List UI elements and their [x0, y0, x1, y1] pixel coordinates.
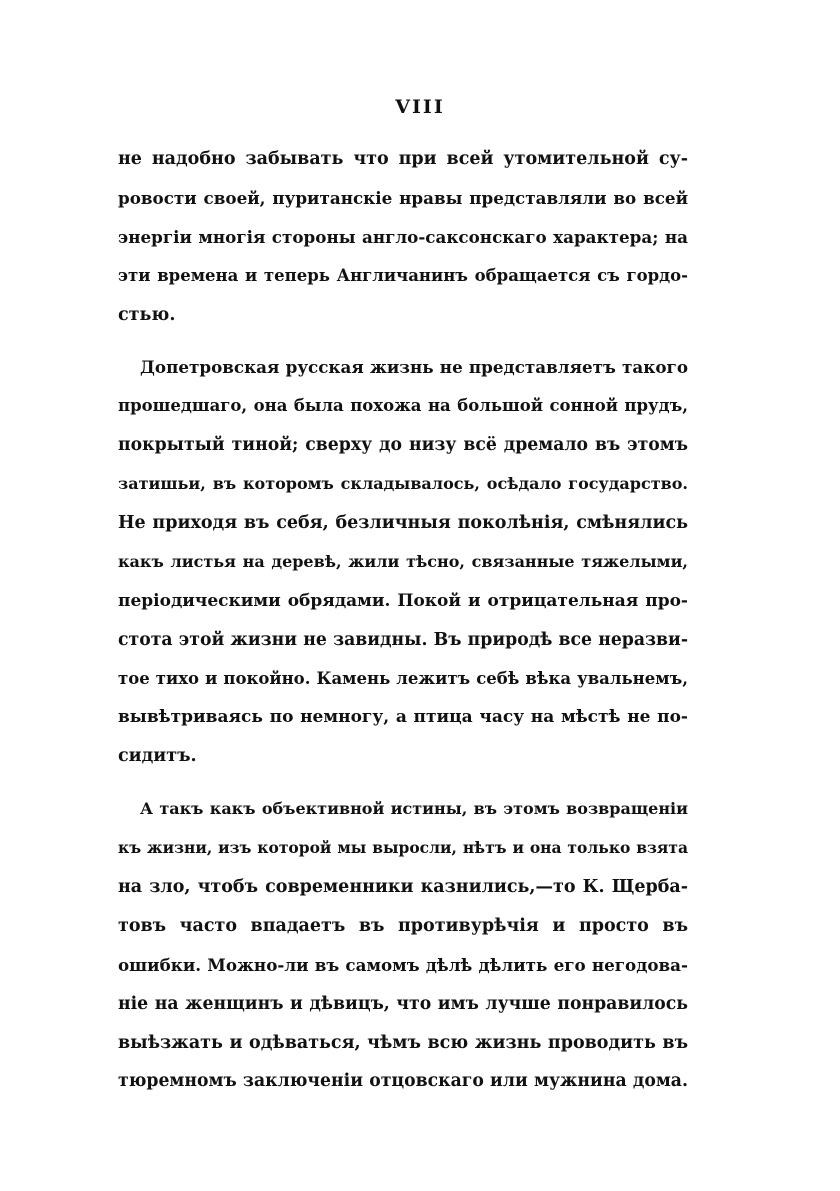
- page-number: VIII: [395, 96, 445, 118]
- text-line: затишьи, въ которомъ складывалось, осѣдало государство.: [118, 474, 688, 494]
- text-line: Допетровская русская жизнь не представляетъ такого: [140, 357, 688, 378]
- body-text: [118, 140, 688, 1101]
- text-line: вывѣтриваясь по немногу, а птица часу на мѣстѣ не по-: [118, 707, 688, 728]
- text-line: Не приходя въ себя, безличныя поколѣнія, смѣнялись: [118, 513, 688, 534]
- text-line: выѣзжать и одѣваться, чѣмъ всю жизнь проводить въ: [118, 1032, 688, 1053]
- text-line: А такъ какъ объективной истины, въ этомъ возвращеніи: [140, 799, 688, 819]
- text-line: къ жизни, изъ которой мы выросли, нѣтъ и она только взята: [118, 838, 688, 858]
- text-line: какъ листья на деревѣ, жили тѣсно, связанные тяжелыми,: [118, 551, 688, 571]
- paragraph-3: [118, 790, 688, 1101]
- text-line: на зло, чтобъ современники казнились,—то К. Щерба-: [118, 877, 688, 898]
- paragraph-gap: [118, 334, 688, 348]
- text-line: товъ часто впадаетъ въ противурѣчія и просто въ: [118, 915, 688, 936]
- text-line: стота этой жизни не завидны. Въ природѣ все неразви-: [118, 629, 688, 650]
- text-line: покрытый тиной; сверху до низу всё дремало въ этомъ: [118, 435, 688, 456]
- text-line: періодическими обрядами. Покой и отрицательная про-: [118, 590, 688, 611]
- text-line: не надобно забывать что при всей утомительной су-: [118, 149, 688, 169]
- text-line: сидитъ.: [118, 746, 197, 767]
- text-line: тюремномъ заключеніи отцовскаго или мужнина дома.: [118, 1071, 688, 1092]
- text-line: ніе на женщинъ и дѣвицъ, что имъ лучше понравилось: [118, 993, 688, 1014]
- paragraph-1: [118, 140, 688, 334]
- text-line: эти времена и теперь Англичанинъ обращается съ гордо-: [118, 265, 688, 285]
- text-line: прошедшаго, она была похожа на большой сонной прудъ,: [118, 396, 688, 416]
- text-line: ровости своей, пуританскіе нравы представляли во всей: [118, 187, 688, 208]
- text-line: ошибки. Можно-ли въ самомъ дѣлѣ дѣлить его негодова-: [118, 954, 688, 975]
- paragraph-2: [118, 348, 688, 776]
- text-line: стью.: [118, 304, 176, 325]
- text-line: тое тихо и покойно. Камень лежитъ себѣ вѣка увальнемъ,: [118, 668, 688, 688]
- paragraph-gap: [118, 776, 688, 790]
- text-line: энергіи многія стороны англо-саксонскаго характера; на: [118, 226, 688, 247]
